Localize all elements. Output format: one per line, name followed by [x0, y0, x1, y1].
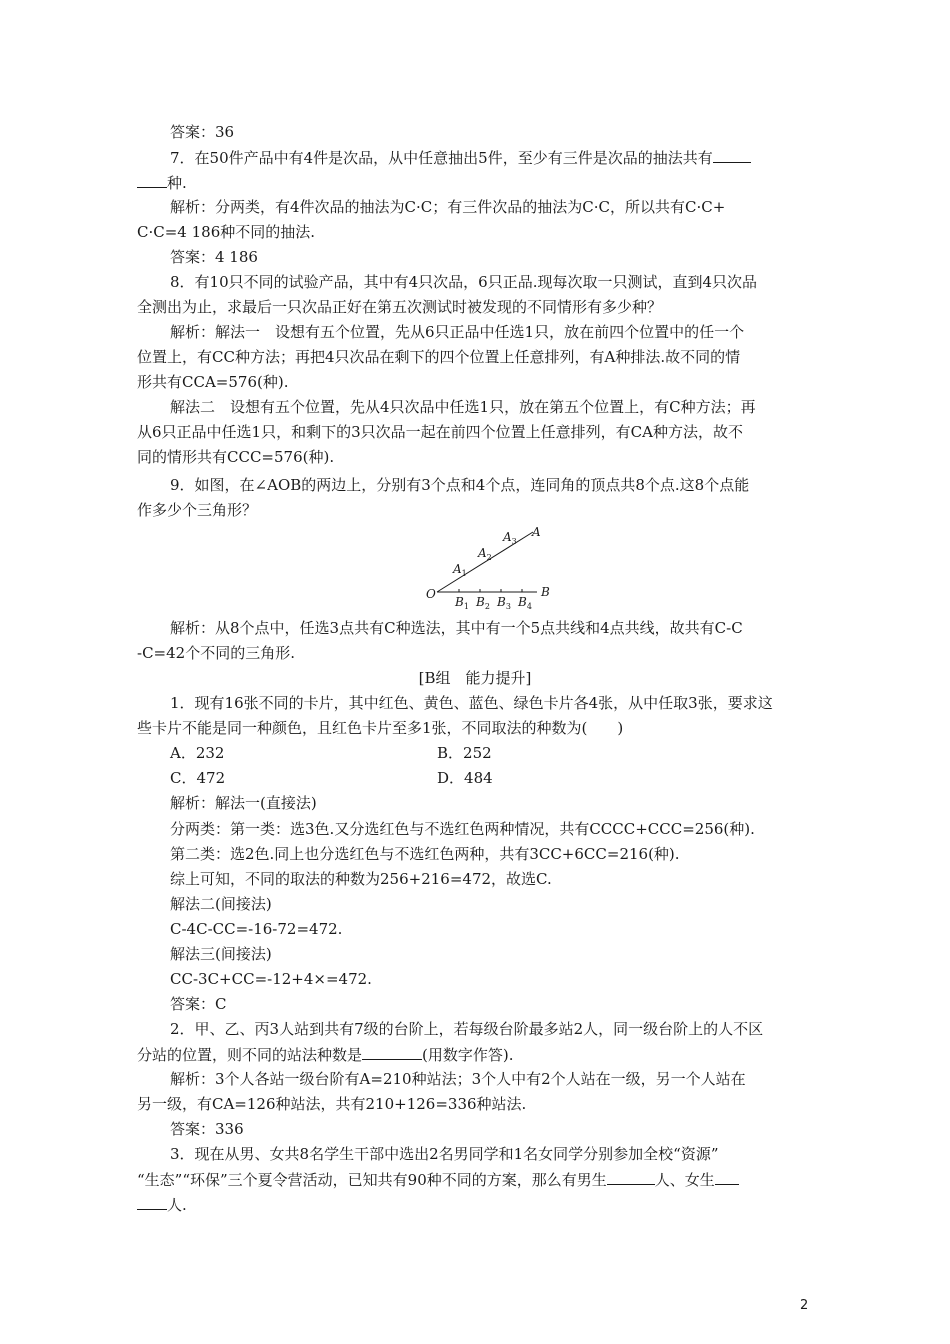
label-a2-letter: A [478, 546, 487, 560]
b-solution-1-summary: 综上可知，不同的取法的种数为256+216=472，故选C. [170, 870, 552, 888]
b-question-3-text: “生态”“环保”三个夏令营活动，已知共有90种不同的方案，那么有男生 [137, 1171, 607, 1189]
answer-blank [713, 146, 751, 163]
solution-9-cont: -C=42个不同的三角形. [137, 644, 295, 662]
label-o: O [426, 587, 436, 601]
solution-8-method1: 解析：解法一 设想有五个位置，先从6只正品中任选1只，放在前四个位置中的任一个 [170, 323, 745, 341]
question-7-cont [137, 171, 187, 193]
label-b2-sub: 2 [484, 602, 490, 611]
b-question-3-end [137, 1193, 187, 1215]
label-b3-letter: B [497, 595, 506, 609]
label-b3-sub: 3 [505, 602, 511, 611]
question-7 [170, 146, 751, 168]
label-a1 [452, 562, 467, 578]
b-solution-1-case1: 分两类：第一类：选3色.又分选红色与不选红色两种情况，共有CCCC+CCC=256(种). [170, 820, 755, 838]
label-b2 [475, 595, 490, 611]
solution-8-method1-cont: 位置上，有CC种方法；再把4只次品在剩下的四个位置上任意排列，有A种排法.故不同的情 [137, 348, 741, 366]
b-answer-1: 答案：C [170, 995, 227, 1013]
answer-6: 答案：36 [170, 123, 235, 141]
label-b3 [496, 595, 511, 611]
option-d: D．484 [437, 769, 493, 787]
question-9: 9．如图，在∠AOB的两边上，分别有3个点和4个点，连同角的顶点共8个点.这8个点能 [170, 476, 750, 494]
b-question-3: 3．现在从男、女共8名学生干部中选出2名男同学和1名女同学分别参加全校“资源” [170, 1145, 719, 1163]
answer-blank-female-cont [137, 1193, 167, 1210]
b-question-2-note: (用数字作答). [422, 1046, 514, 1064]
solution-9: 解析：从8个点中，任选3点共有C种选法，其中有一个5点共线和4点共线，故共有C-C [170, 619, 743, 637]
label-b4 [517, 595, 532, 611]
b-question-2-cont [137, 1043, 514, 1065]
label-a3-sub: 3 [511, 537, 517, 546]
label-b2-letter: B [476, 595, 485, 609]
question-7-unit: 种. [167, 174, 187, 192]
b-solution-1-method2-eq: C-4C-CC=-16-72=472. [170, 920, 343, 938]
label-b4-letter: B [518, 595, 527, 609]
question-9-cont: 作多少个三角形？ [137, 501, 258, 519]
b-solution-2-cont: 另一级，有CA=126种站法，共有210+126=336种站法. [137, 1095, 527, 1113]
question-7-text: 7．在50件产品中有4件是次品，从中任意抽出5件，至少有三件是次品的抽法共有 [170, 149, 713, 167]
question-8-cont: 全测出为止，求最后一只次品正好在第五次测试时被发现的不同情形有多少种？ [137, 298, 663, 316]
angle-aob-figure [425, 522, 565, 612]
b-question-3-cont [137, 1168, 739, 1190]
b-answer-2: 答案：336 [170, 1120, 244, 1138]
solution-8-method1-end: 形共有CCA=576(种). [137, 373, 289, 391]
answer-blank-male [607, 1168, 655, 1185]
label-a1-letter: A [453, 562, 462, 576]
b-solution-1-method2: 解法二(间接法) [170, 895, 272, 913]
option-c: C．472 [170, 769, 226, 787]
b-question-1: 1．现有16张不同的卡片，其中红色、黄色、蓝色、绿色卡片各4张，从中任取3张，要求这 [170, 694, 773, 712]
solution-8-method2-end: 同的情形共有CCC=576(种). [137, 448, 335, 466]
answer-blank [137, 171, 167, 188]
solution-7-cont: C·C=4 186种不同的抽法. [137, 223, 316, 241]
b-question-2: 2．甲、乙、丙3人站到共有7级的台阶上，若每级台阶最多站2人，同一级台阶上的人不区 [170, 1020, 764, 1038]
option-b: B．252 [437, 744, 492, 762]
b-question-2-text: 分站的位置，则不同的站法种数是 [137, 1046, 363, 1064]
b-solution-1-method1: 解析：解法一(直接法) [170, 794, 317, 812]
ray-oa [437, 532, 533, 592]
answer-blank [362, 1043, 422, 1060]
page-number: 2 [800, 1298, 809, 1313]
solution-8-method2-cont: 从6只正品中任选1只，和剩下的3只次品一起在前四个位置上任意排列，有CA种方法，故不 [137, 423, 743, 441]
b-solution-1-method3-eq: CC-3C+CC=-12+4×=472. [170, 970, 372, 988]
label-a2 [477, 546, 492, 562]
section-heading-b: [B组 能力提升] [418, 669, 532, 687]
b-question-3-female: 人、女生 [654, 1171, 715, 1189]
b-question-1-cont: 些卡片不能是同一种颜色，且红色卡片至多1张，不同取法的种数为( ) [137, 719, 624, 737]
label-b1-letter: B [455, 595, 464, 609]
option-a: A．232 [170, 744, 225, 762]
answer-7: 答案：4 186 [170, 248, 258, 266]
b-question-3-unit: 人. [167, 1196, 187, 1214]
label-b1-sub: 1 [463, 602, 469, 611]
question-8: 8．有10只不同的试验产品，其中有4只次品，6只正品.现每次取一只测试，直到4只次品 [170, 273, 758, 291]
b-solution-1-case2: 第二类：选2色.同上也分选红色与不选红色两种，共有3CC+6CC=216(种). [170, 845, 680, 863]
label-b4-sub: 4 [526, 602, 532, 611]
label-b1 [454, 595, 469, 611]
label-b: B [541, 585, 550, 599]
solution-8-method2: 解法二 设想有五个位置，先从4只次品中任选1只，放在第五个位置上，有C种方法；再 [170, 398, 756, 416]
label-a2-sub: 2 [486, 553, 492, 562]
solution-7: 解析：分两类，有4件次品的抽法为C·C；有三件次品的抽法为C·C，所以共有C·C+ [170, 198, 726, 216]
label-a1-sub: 1 [461, 569, 467, 578]
answer-blank-female [715, 1168, 739, 1185]
label-a3 [502, 530, 517, 546]
b-solution-2: 解析：3个人各站一级台阶有A=210种站法；3个人中有2个人站在一级，另一个人站在 [170, 1070, 746, 1088]
label-a: A [532, 525, 541, 539]
label-a3-letter: A [503, 530, 512, 544]
b-solution-1-method3: 解法三(间接法) [170, 945, 272, 963]
